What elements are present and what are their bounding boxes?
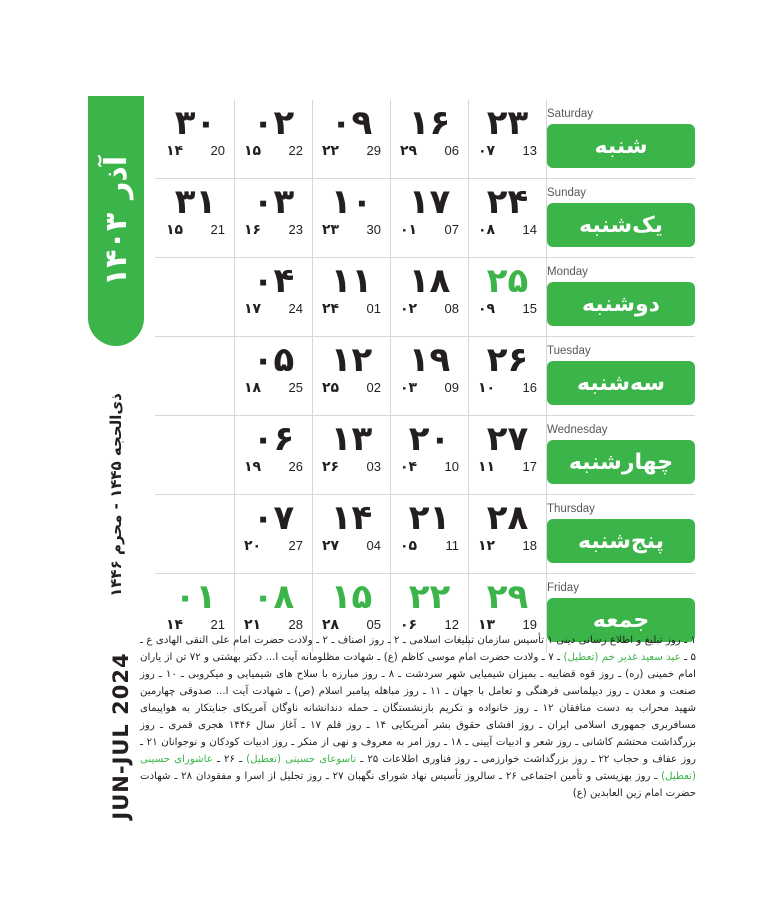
month-spine-label [88, 96, 144, 346]
calendar-row [155, 415, 695, 494]
hijri-day-number: ۱۶ [244, 222, 262, 238]
gregorian-day-number: 02 [366, 380, 381, 395]
date-cell[interactable] [391, 337, 469, 415]
date-cell[interactable] [469, 179, 547, 257]
hijri-day-number: ۲۴ [322, 301, 340, 317]
jalali-day-number: ۰۹ [330, 103, 373, 143]
calendar-row [155, 178, 695, 257]
date-cell[interactable] [469, 416, 547, 494]
day-name-fa: پنج‌شنبه [547, 519, 695, 563]
date-cell[interactable] [391, 100, 469, 178]
secondary-dates [241, 459, 306, 475]
jalali-day-number: ۱۱ [330, 261, 373, 301]
hijri-day-number: ۰۸ [478, 222, 496, 238]
day-name-en: Wednesday [547, 424, 608, 436]
jalali-day-number: ۰۴ [252, 261, 295, 301]
day-name-fa: جمعه [547, 598, 695, 642]
secondary-dates [397, 143, 462, 159]
hijri-day-number: ۲۸ [322, 617, 340, 633]
secondary-dates [319, 301, 384, 317]
gregorian-day-number: 30 [366, 222, 381, 237]
hijri-day-number: ۱۳ [478, 617, 496, 633]
hijri-day-number: ۰۵ [400, 538, 418, 554]
hijri-day-number: ۲۳ [322, 222, 340, 238]
gregorian-day-number: 28 [288, 617, 303, 632]
jalali-day-number: ۰۸ [252, 577, 295, 617]
calendar-row [155, 100, 695, 178]
day-name-fa: دوشنبه [547, 282, 695, 326]
hijri-day-number: ۰۱ [400, 222, 418, 238]
date-cell[interactable] [391, 258, 469, 336]
gregorian-day-number: 07 [444, 222, 459, 237]
date-cell[interactable] [469, 100, 547, 178]
gregorian-day-number: 22 [288, 143, 303, 158]
secondary-dates [397, 459, 462, 475]
hijri-day-number: ۲۶ [322, 459, 340, 475]
gregorian-day-number: 10 [444, 459, 459, 474]
hijri-range-label: ذی‌الحجه ۱۴۴۵ - محرم ۱۴۴۶ [107, 393, 125, 597]
gregorian-day-number: 18 [522, 538, 537, 553]
secondary-dates [397, 617, 462, 633]
jalali-day-number: ۳۱ [174, 182, 217, 222]
hijri-day-number: ۲۷ [322, 538, 340, 554]
gregorian-day-number: 06 [444, 143, 459, 158]
month-name: آذر [98, 155, 134, 199]
month-spine [88, 96, 144, 346]
day-name-en: Tuesday [547, 345, 591, 357]
day-label-sunday [547, 179, 695, 257]
date-cell[interactable] [469, 258, 547, 336]
jalali-day-number: ۲۳ [486, 103, 529, 143]
date-cell[interactable] [313, 495, 391, 573]
calendar-row [155, 336, 695, 415]
jalali-day-number: ۰۷ [252, 498, 295, 538]
gregorian-day-number: 21 [210, 617, 225, 632]
day-name-fa: چهارشنبه [547, 440, 695, 484]
hijri-day-number: ۰۲ [400, 301, 418, 317]
hijri-day-number: ۰۶ [400, 617, 418, 633]
date-cell[interactable] [235, 100, 313, 178]
jalali-day-number: ۲۵ [486, 261, 529, 301]
day-label-tuesday [547, 337, 695, 415]
day-name-fa: یک‌شنبه [547, 203, 695, 247]
jalali-day-number: ۰۳ [252, 182, 295, 222]
gregorian-day-number: 29 [366, 143, 381, 158]
hijri-day-number: ۰۴ [400, 459, 418, 475]
date-cell-empty [157, 495, 235, 573]
jalali-day-number: ۲۸ [486, 498, 529, 538]
calendar-grid [155, 100, 695, 652]
day-name-en: Monday [547, 266, 588, 278]
footnote-run: عید سعید غدیر خم (تعطیل) [563, 652, 681, 663]
jalali-day-number: ۲۹ [486, 577, 529, 617]
gregorian-day-number: 23 [288, 222, 303, 237]
gregorian-range-rotated [104, 636, 138, 836]
hijri-day-number: ۱۷ [244, 301, 262, 317]
footnote-run: ـ روز بهزیستی و تأمین اجتماعی ۲۶ ـ سالروز تأسیس نهاد شورای نگهبان ۲۷ ـ روز تجلیل از اسرا و مفقودان ۲۸ ـ شهادت حضرت امام زین العابدین (ع) [140, 771, 696, 799]
jalali-day-number: ۲۱ [408, 498, 451, 538]
gregorian-day-number: 01 [366, 301, 381, 316]
jalali-day-number: ۳۰ [174, 103, 217, 143]
gregorian-day-number: 16 [522, 380, 537, 395]
gregorian-day-number: 20 [210, 143, 225, 158]
secondary-dates [397, 538, 462, 554]
secondary-dates [241, 380, 306, 396]
jalali-day-number: ۱۰ [330, 182, 373, 222]
day-label-thursday [547, 495, 695, 573]
secondary-dates [475, 380, 540, 396]
gregorian-day-number: 05 [366, 617, 381, 632]
hijri-day-number: ۲۲ [322, 143, 340, 159]
hijri-day-number: ۰۹ [478, 301, 496, 317]
jalali-day-number: ۱۷ [408, 182, 451, 222]
calendar-row [155, 494, 695, 573]
calendar-row [155, 257, 695, 336]
jalali-day-number: ۲۲ [408, 577, 451, 617]
gregorian-day-number: 15 [522, 301, 537, 316]
secondary-dates [397, 222, 462, 238]
secondary-dates [397, 380, 462, 396]
date-cell[interactable] [235, 416, 313, 494]
secondary-dates [319, 538, 384, 554]
date-cell[interactable] [157, 100, 235, 178]
date-cell[interactable] [235, 179, 313, 257]
gregorian-day-number: 13 [522, 143, 537, 158]
secondary-dates [475, 459, 540, 475]
date-cell-empty [157, 337, 235, 415]
day-name-en: Sunday [547, 187, 587, 199]
footnote-run: تاسوعای حسینی (تعطیل) [246, 754, 357, 765]
footnotes [140, 632, 696, 802]
secondary-dates [163, 143, 228, 159]
jalali-day-number: ۲۴ [486, 182, 529, 222]
hijri-day-number: ۱۴ [166, 617, 184, 633]
date-cell-empty [157, 416, 235, 494]
hijri-day-number: ۱۵ [166, 222, 184, 238]
hijri-day-number: ۱۱ [478, 459, 496, 475]
secondary-dates [241, 222, 306, 238]
day-name-en: Friday [547, 582, 579, 594]
jalali-day-number: ۰۵ [252, 340, 295, 380]
gregorian-day-number: 25 [288, 380, 303, 395]
jalali-day-number: ۲۰ [408, 419, 451, 459]
hijri-day-number: ۱۸ [244, 380, 262, 396]
secondary-dates [319, 222, 384, 238]
secondary-dates [319, 380, 384, 396]
date-cell[interactable] [391, 179, 469, 257]
hijri-day-number: ۰۷ [478, 143, 496, 159]
secondary-dates [163, 617, 228, 633]
secondary-dates [319, 143, 384, 159]
secondary-dates [241, 538, 306, 554]
gregorian-day-number: 11 [445, 538, 459, 553]
footnote-run: عاشورای حسینی (تعطیل) [140, 754, 696, 782]
day-name-fa: سه‌شنبه [547, 361, 695, 405]
jalali-day-number: ۱۹ [408, 340, 451, 380]
footnote-run: ۱ ـ روز تبلیغ و اطلاع رسانی دینی ۱ تأسیس سازمان تبلیغات اسلامی ـ ۲ ـ روز اصناف ـ ۲ ـ ولادت حضرت امام علی النقی الهادی ع ـ ۵ ـ [140, 635, 696, 663]
date-cell[interactable] [391, 416, 469, 494]
footnote-run: ـ ۷ ـ ولادت حضرت امام موسی کاظم (ع) ـ شهادت مظلومانه آیت ا... دکتر بهشتی و ۷۲ تن از یاران امام خمینی (ره) ـ روز قوه قضاییه ـ بمیزان شیمیایی شهر سردشت ـ ۸ ـ روز مبارزه با سلاح های شیمیایی و میکروبی ـ ۱۰ ـ روز صنعت و معدن ـ روز دیپلماسی فرهنگی و تعامل با جهان ـ ۱۱ ـ روز مباهله پیامبر اسلام (ص) ـ شهادت آیت ا... صدوقی چهارمین شهید محراب به دست منافقان ۱۲ ـ روز خانواده و تکریم بازنشستگان ـ حمله دندانشانه ناوگان آمریکای جنایتکار به هواپیمای مسافربری جمهوری اسلامی ایران ـ روز افشای حقوق بشر آمریکایی ۱۴ ـ روز قلم ۱۷ ـ آغاز سال ۱۴۴۶ هجری قمری ـ روز بزرگداشت محتشم کاشانی ـ روز شعر و ادبیات آیینی ـ ۱۸ ـ روز امر به معروف و نهی از منکر ـ روز ادبیات کودکان و نوجوانان ۲۱ ـ روز عفاف و حجاب ۲۲ ـ روز بزرگداشت خوارزمی ـ روز فناوری اطلاعات ۲۵ ـ [140, 652, 696, 765]
day-name-en: Saturday [547, 108, 594, 120]
secondary-dates [163, 222, 228, 238]
date-cell[interactable] [391, 495, 469, 573]
gregorian-day-number: 19 [522, 617, 537, 632]
jalali-day-number: ۰۱ [174, 577, 217, 617]
date-cell[interactable] [469, 495, 547, 573]
day-name-en: Thursday [547, 503, 595, 515]
jalali-day-number: ۱۶ [408, 103, 451, 143]
gregorian-day-number: 08 [444, 301, 459, 316]
gregorian-day-number: 21 [210, 222, 225, 237]
date-cell[interactable] [235, 337, 313, 415]
gregorian-day-number: 12 [444, 617, 459, 632]
secondary-dates [475, 143, 540, 159]
secondary-dates [319, 617, 384, 633]
secondary-dates [241, 301, 306, 317]
date-cell[interactable] [235, 495, 313, 573]
jalali-day-number: ۱۲ [330, 340, 373, 380]
jalali-day-number: ۱۳ [330, 419, 373, 459]
secondary-dates [397, 301, 462, 317]
hijri-range-rotated [96, 360, 136, 630]
gregorian-day-number: 27 [288, 538, 303, 553]
jalali-day-number: ۱۸ [408, 261, 451, 301]
jalali-day-number: ۲۶ [486, 340, 529, 380]
hijri-day-number: ۱۴ [166, 143, 184, 159]
gregorian-range-label: JUN-JUL 2024 [109, 652, 133, 820]
hijri-day-number: ۲۰ [244, 538, 262, 554]
secondary-dates [475, 538, 540, 554]
hijri-day-number: ۲۱ [244, 617, 262, 633]
secondary-dates [319, 459, 384, 475]
jalali-day-number: ۱۵ [330, 577, 373, 617]
date-cell[interactable] [235, 258, 313, 336]
gregorian-day-number: 26 [288, 459, 303, 474]
hijri-day-number: ۱۵ [244, 143, 262, 159]
jalali-day-number: ۰۶ [252, 419, 295, 459]
hijri-day-number: ۱۰ [478, 380, 496, 396]
hijri-day-number: ۲۵ [322, 380, 340, 396]
hijri-day-number: ۱۹ [244, 459, 262, 475]
year-number: ۱۴۰۳ [98, 212, 134, 287]
secondary-dates [475, 222, 540, 238]
date-cell[interactable] [469, 337, 547, 415]
hijri-day-number: ۲۹ [400, 143, 418, 159]
date-cell[interactable] [313, 258, 391, 336]
day-label-saturday [547, 100, 695, 178]
date-cell[interactable] [313, 179, 391, 257]
date-cell[interactable] [313, 100, 391, 178]
secondary-dates [475, 301, 540, 317]
gregorian-day-number: 03 [366, 459, 381, 474]
gregorian-day-number: 04 [366, 538, 381, 553]
jalali-day-number: ۲۷ [486, 419, 529, 459]
gregorian-day-number: 09 [444, 380, 459, 395]
gregorian-day-number: 14 [522, 222, 537, 237]
secondary-dates [241, 617, 306, 633]
gregorian-day-number: 24 [288, 301, 303, 316]
jalali-day-number: ۰۲ [252, 103, 295, 143]
day-name-fa: شنبه [547, 124, 695, 168]
jalali-day-number: ۱۴ [330, 498, 373, 538]
date-cell-empty [157, 258, 235, 336]
day-label-monday [547, 258, 695, 336]
secondary-dates [475, 617, 540, 633]
gregorian-day-number: 17 [522, 459, 537, 474]
footnote-run: ـ ۲۶ ـ [212, 754, 247, 765]
date-cell[interactable] [313, 337, 391, 415]
secondary-dates [241, 143, 306, 159]
day-label-wednesday [547, 416, 695, 494]
hijri-day-number: ۱۲ [478, 538, 496, 554]
date-cell[interactable] [313, 416, 391, 494]
hijri-day-number: ۰۳ [400, 380, 418, 396]
date-cell[interactable] [157, 179, 235, 257]
